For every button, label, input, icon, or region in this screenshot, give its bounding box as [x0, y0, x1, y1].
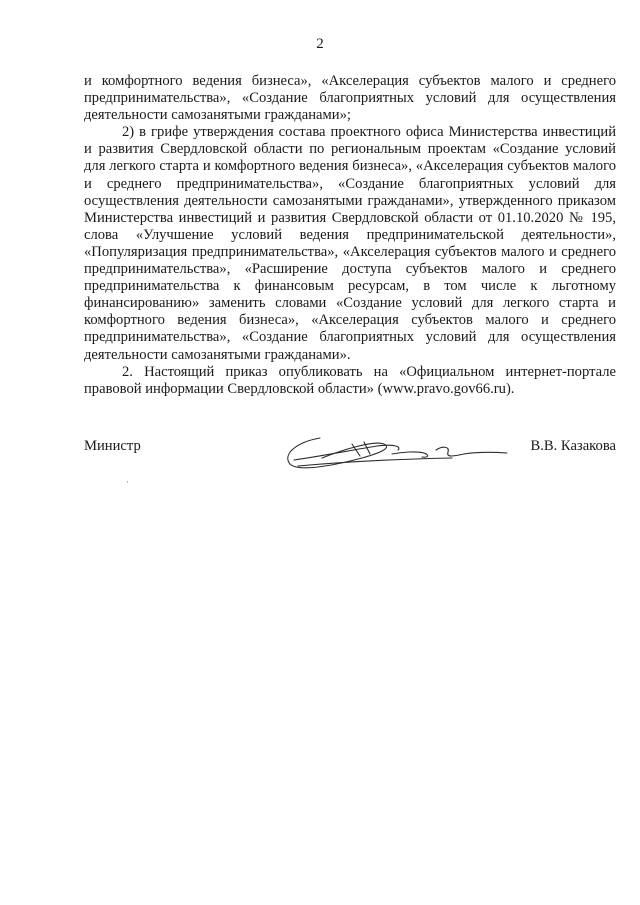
scan-mark: [127, 481, 128, 483]
paragraph-continuation: и комфортного ведения бизнеса», «Акселерация субъектов малого и среднего предпринимательства», «Создание благоприятных условий для осуществления деятельности самозанятыми гражданами»;: [84, 73, 616, 124]
paragraph-publish: 2. Настоящий приказ опубликовать на «Официальном интернет-портале правовой информации Свердловской области» (www.pravo.gov66.ru).: [84, 363, 616, 397]
signatory-name: В.В. Казакова: [530, 438, 616, 454]
paragraph-item-2: 2) в грифе утверждения состава проектного офиса Министерства инвестиций и развития Свердловской области по региональным проектам «Создание условий для легкого старта и комфортного ведения бизнеса», «Акселерация субъектов малого и среднего предпринимательства», «Создание благоприятных условий для осуществления деятельности самозанятыми гражданами», утвержденного приказом Министерства инвестиций и развития Свердловской области от 01.10.2020 № 195, слова «Улучшение условий ведения предпринимательской деятельности», «Популяризация предпринимательства», «Акселерация субъектов малого и среднего предпринимательства», «Расширение доступа субъектов малого и среднего предпринимательства к финансовым ресурсам, в том числе к льготному финансированию» заменить словами «Создание условий для легкого старта и комфортного ведения бизнеса», «Акселерация субъектов малого и среднего предпринимательства», «Создание благоприятных условий для осуществления деятельности самозанятыми гражданами».: [84, 124, 616, 363]
document-body: [84, 73, 616, 398]
signatory-title: Министр: [84, 438, 141, 454]
page-number: 2: [316, 36, 324, 52]
handwritten-signature: [202, 432, 522, 472]
signature-block: [84, 432, 616, 472]
